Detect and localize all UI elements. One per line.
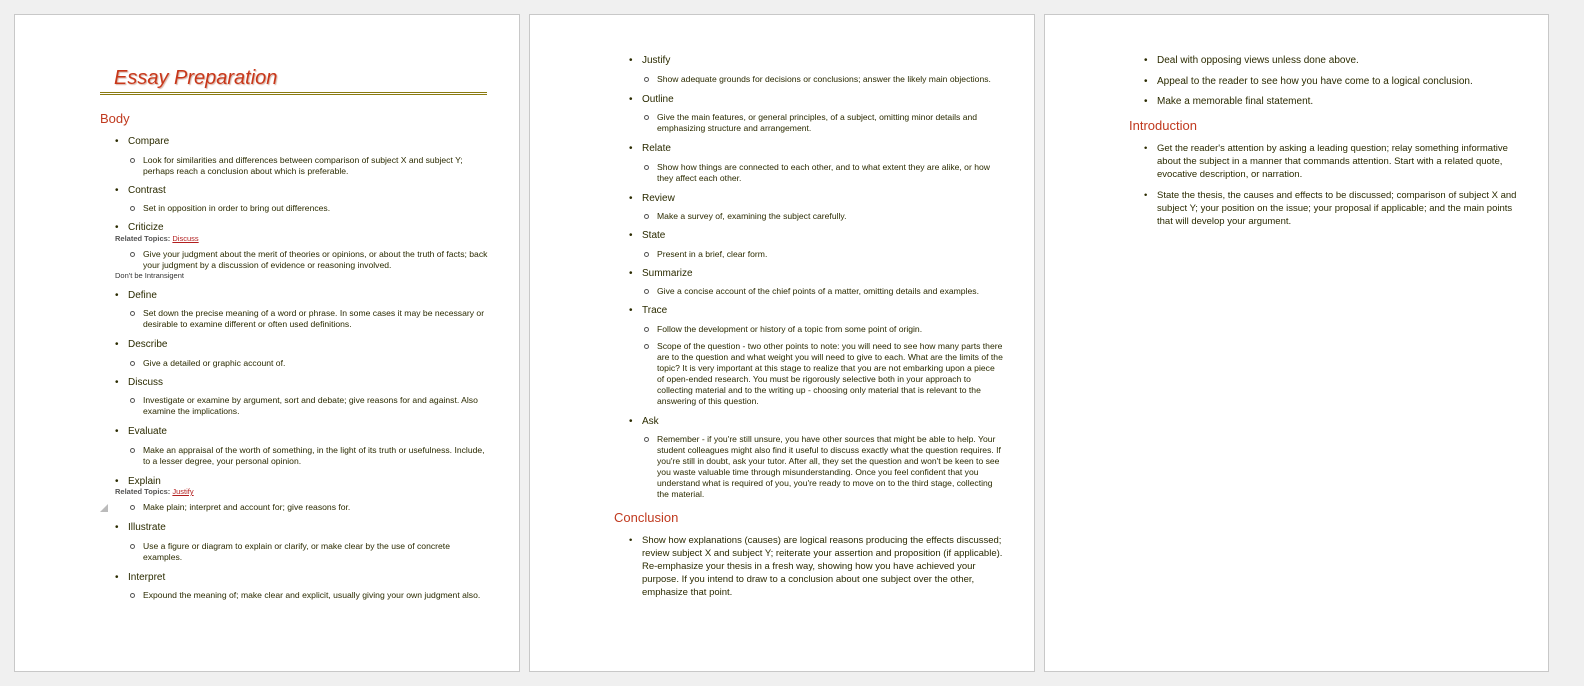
sub-item-ask: Remember - if you're still unsure, you have other sources that might be able to help. Your student colleagues might also find it useful to discuss exactly what the question requires. If you're still in doubt, ask your tutor. After all, they set the question and won't be keen to see you waste valuable time through misunderstanding. Once you feel confident that you understand what is required of you, you're ready to move on to the third stage, collecting the material. <box>614 434 1004 500</box>
list-item-describe: • Describe <box>115 339 168 350</box>
sub-item-trace-2: Scope of the question - two other points to note: you will need to see how many parts there are to the question and what weight you will need to give to each. What are the limits of the topic? It is very important at this stage to realize that you are not embarking upon a piece of open-ended research. You must be rigorously selective both in your approach to collecting material and to the writing up - choosing only material that is relevant to the answering of this question. <box>614 341 1004 407</box>
sub-item-justify: Show adequate grounds for decisions or conclusions; answer the likely main objections. <box>614 74 1004 85</box>
sub-item-relate: Show how things are connected to each other, and to what extent they are alike, or how they affect each other. <box>614 162 1004 184</box>
note-criticize: Don't be Intransigent <box>115 270 184 280</box>
list-item-relate: • Relate <box>629 143 671 154</box>
sub-item-discuss: Investigate or examine by argument, sort and debate; give reasons for and against. Also examine the implications. <box>100 395 490 417</box>
sub-item-contrast: Set in opposition in order to bring out differences. <box>100 203 490 214</box>
collapse-triangle-icon[interactable] <box>100 504 108 512</box>
page-3-content <box>1129 55 1519 228</box>
related-topics-explain: Related Topics: Justify <box>115 487 194 496</box>
page-2-content <box>614 55 1004 599</box>
sub-item-review: Make a survey of, examining the subject carefully. <box>614 211 1004 222</box>
introduction-heading: Introduction <box>1129 117 1197 133</box>
list-item-illustrate: • Illustrate <box>115 522 166 533</box>
list-item-review: • Review <box>629 192 675 204</box>
sub-item-criticize: Give your judgment about the merit of theories or opinions, or about the truth of facts; back your judgment by a discussion of evidence or reasoning involved. <box>100 249 490 271</box>
list-item-trace: • Trace <box>629 305 668 316</box>
list-item-final-statement: • Make a memorable final statement. <box>1144 96 1314 107</box>
list-item-explain: • Explain <box>115 475 161 487</box>
list-item-appeal: • Appeal to the reader to see how you have come to a logical conclusion. <box>1144 75 1473 87</box>
list-item-contrast: • Contrast <box>115 184 166 196</box>
sub-item-outline: Give the main features, or general principles, of a subject, omitting minor details and emphasizing structure and arrangement. <box>614 112 1004 134</box>
intro-item-thesis: • State the thesis, the causes and effects to be discussed; comparison of subject X and subject Y; your position on the issue; your proposal if applicable; and the main points that will develop your argument. <box>1144 189 1517 227</box>
sub-item-summarize: Give a concise account of the chief points of a matter, omitting details and examples. <box>614 286 1004 297</box>
list-item-summarize: • Summarize <box>629 267 693 279</box>
related-link-justify[interactable]: Justify <box>172 487 194 496</box>
list-item-outline: • Outline <box>629 93 674 105</box>
sub-item-define: Set down the precise meaning of a word or phrase. In some cases it may be necessary or desirable to examine different or often used definitions. <box>100 308 490 330</box>
page-1 <box>14 14 520 672</box>
list-item-interpret: • Interpret <box>115 571 166 583</box>
sub-item-trace-1: Follow the development or history of a topic from some point of origin. <box>614 324 1004 335</box>
sub-item-illustrate: Use a figure or diagram to explain or clarify, or make clear by the use of concrete examples. <box>100 541 490 563</box>
document-title: Essay Preparation <box>100 67 487 95</box>
list-item-criticize: • Criticize <box>115 222 164 233</box>
page-3 <box>1044 14 1549 672</box>
sub-item-evaluate: Make an appraisal of the worth of something, in the light of its truth or usefulness. Include, to a lesser degree, your personal opinion. <box>100 445 490 467</box>
sub-item-state: Present in a brief, clear form. <box>614 249 1004 260</box>
list-item-state: • State <box>629 230 666 241</box>
sub-item-interpret: Expound the meaning of; make clear and explicit, usually giving your own judgment also. <box>100 590 490 601</box>
body-heading: Body <box>100 111 130 126</box>
sub-item-compare: Look for similarities and differences between comparison of subject X and subject Y; perhaps reach a conclusion about which is preferable. <box>100 155 490 177</box>
list-item-define: • Define <box>115 289 157 301</box>
list-item-evaluate: • Evaluate <box>115 426 167 437</box>
page-2 <box>529 14 1035 672</box>
conclusion-item: • Show how explanations (causes) are logical reasons producing the effects discussed; review subject X and subject Y; reiterate your assertion and proposition (if applicable). Re-emphasize your thesis in a fresh way, showing how you have achieved your purpose. If you intend to draw to a conclusion about one subject over the other, emphasize that point. <box>629 535 1003 598</box>
related-link-discuss[interactable]: Discuss <box>172 233 199 243</box>
related-topics-criticize: Related Topics: Discuss <box>115 233 199 243</box>
list-item-ask: • Ask <box>629 415 659 427</box>
list-item-opposing-views: • Deal with opposing views unless done above. <box>1144 55 1359 66</box>
intro-item-attention: • Get the reader's attention by asking a leading question; relay something informative about the subject in a manner that commands attention. Start with a related quote, evocative description, or narration. <box>1144 142 1508 180</box>
list-item-discuss: • Discuss <box>115 376 164 388</box>
page-1-content <box>100 67 490 601</box>
conclusion-heading: Conclusion <box>614 510 679 525</box>
sub-item-describe: Give a detailed or graphic account of. <box>100 358 490 369</box>
list-item-compare: • Compare <box>115 136 170 147</box>
sub-item-explain: Make plain; interpret and account for; give reasons for. <box>100 502 490 513</box>
list-item-justify: • Justify <box>629 55 671 66</box>
